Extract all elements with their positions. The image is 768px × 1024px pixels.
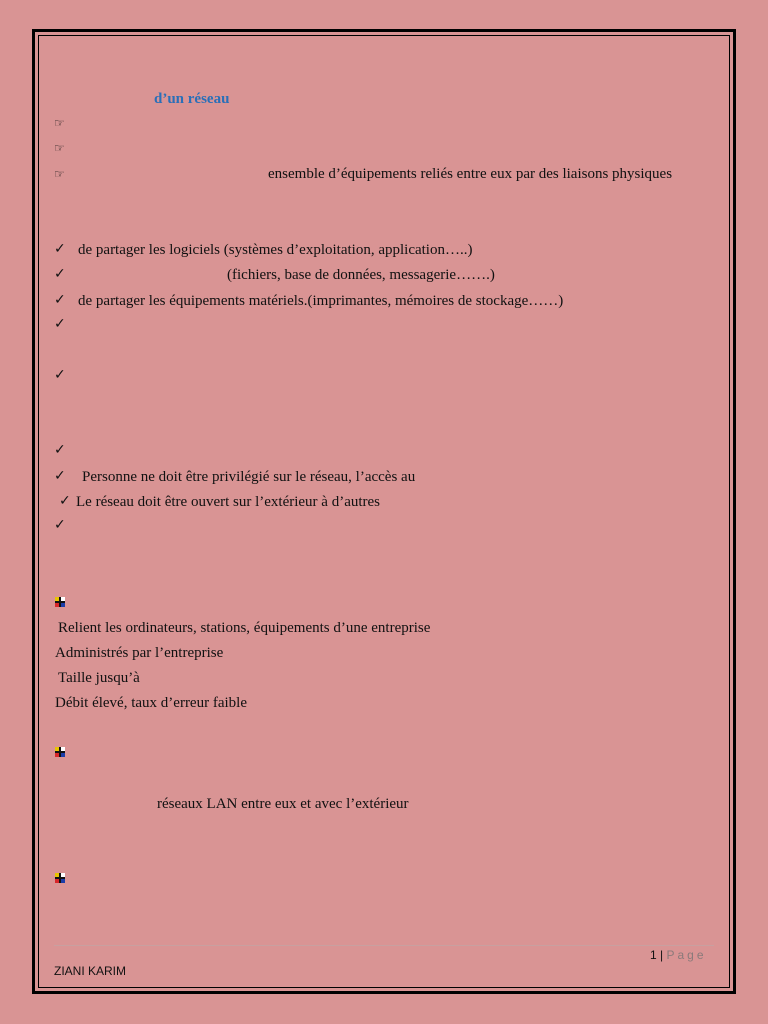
colored-square-bullet-icon <box>55 747 65 757</box>
checkmark-icon: ✓ <box>54 316 66 332</box>
check-item: de partager les équipements matériels.(imprimantes, mémoires de stockage……) <box>78 293 564 309</box>
section-heading: d’un réseau <box>154 91 230 107</box>
hand-pointer-icon: ☞ <box>54 116 65 130</box>
checkmark-icon: ✓ <box>54 468 66 484</box>
hand-pointer-icon: ☞ <box>54 167 65 181</box>
checkmark-icon: ✓ <box>54 292 66 308</box>
checkmark-icon: ✓ <box>54 442 66 458</box>
page-separator: | <box>660 948 664 962</box>
check-item: Personne ne doit être privilégié sur le réseau, l’accès au <box>82 469 416 485</box>
checkmark-icon: ✓ <box>54 517 66 533</box>
definition-text: ensemble d’équipements reliés entre eux par des liaisons physiques <box>268 166 673 182</box>
check-item: de partager les logiciels (systèmes d’exploitation, application…..) <box>78 242 473 258</box>
footer-author: ZIANI KARIM <box>54 964 127 978</box>
colored-square-bullet-icon <box>55 873 65 883</box>
page-word: Page <box>666 948 707 962</box>
checkmark-icon: ✓ <box>59 493 71 509</box>
colored-square-bullet-icon <box>55 597 65 607</box>
lan-line: Administrés par l’entreprise <box>55 645 224 661</box>
page-number: 1 <box>650 948 657 962</box>
hand-pointer-icon: ☞ <box>54 141 65 155</box>
page-number-label <box>650 948 707 962</box>
lan-line: Débit élevé, taux d’erreur faible <box>55 695 247 711</box>
checkmark-icon: ✓ <box>54 241 66 257</box>
footer-divider <box>54 945 714 946</box>
checkmark-icon: ✓ <box>54 266 66 282</box>
lan-line: Relient les ordinateurs, stations, équipements d’une entreprise <box>58 620 431 636</box>
lan-line: Taille jusqu’à <box>58 670 140 686</box>
man-line: réseaux LAN entre eux et avec l’extérieur <box>157 796 409 812</box>
check-item: Le réseau doit être ouvert sur l’extérieur à d’autres <box>76 494 381 510</box>
checkmark-icon: ✓ <box>54 367 66 383</box>
check-item: (fichiers, base de données, messagerie…….) <box>227 267 495 283</box>
